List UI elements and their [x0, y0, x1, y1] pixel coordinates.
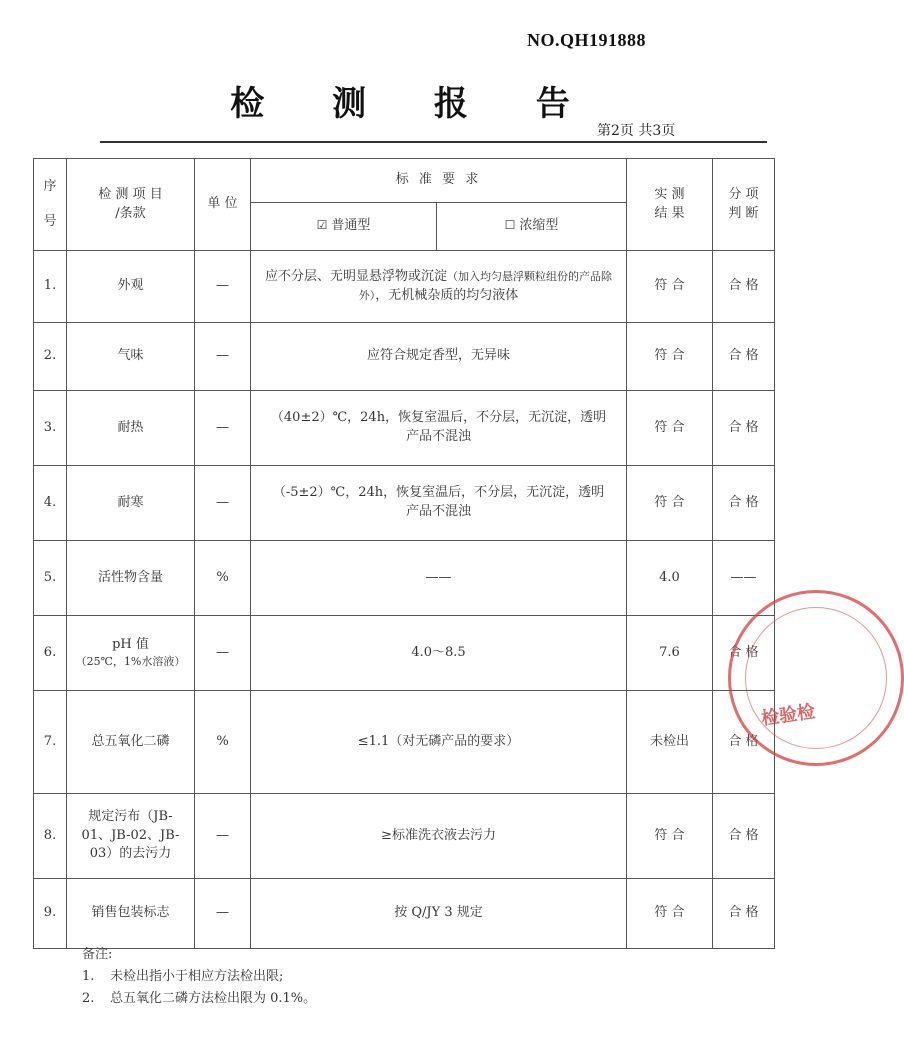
row-result: 符 合: [627, 794, 713, 879]
row-result: 符 合: [627, 251, 713, 323]
page-title: 检 测 报 告: [230, 84, 598, 124]
header-result: 实 测 结 果: [627, 159, 713, 251]
row-judgement: 合 格: [713, 323, 775, 391]
page-info: 第2页 共3页: [597, 123, 676, 139]
row-requirement: 应符合规定香型，无异味: [251, 323, 627, 391]
type-normal: ☑ 普通型: [251, 203, 437, 251]
row-result: 4.0: [627, 541, 713, 616]
row-no: 8.: [34, 794, 67, 879]
table-row: [34, 879, 775, 949]
row-no: 2.: [34, 323, 67, 391]
row-judgement: ——: [713, 541, 775, 616]
unchecked-box-icon: ☐: [504, 218, 516, 233]
row-unit: —: [195, 879, 251, 949]
note-item: 2. 总五氧化二磷方法检出限为 0.1%。: [82, 991, 317, 1006]
row-no: 4.: [34, 466, 67, 541]
table-row: [34, 794, 775, 879]
row-result: 符 合: [627, 323, 713, 391]
row-unit: —: [195, 251, 251, 323]
note-item: 1. 未检出指小于相应方法检出限;: [82, 969, 284, 984]
table-row: [34, 616, 775, 691]
row-judgement: 合 格: [713, 794, 775, 879]
checked-box-icon: ☑: [316, 218, 328, 233]
row-item: 气味: [67, 323, 195, 391]
row-unit: %: [195, 691, 251, 794]
table-row: [34, 251, 775, 323]
header-item: 检 测 项 目 /条款: [67, 159, 195, 251]
row-no: 5.: [34, 541, 67, 616]
row-requirement: 4.0～8.5: [251, 616, 627, 691]
row-requirement: ≤1.1（对无磷产品的要求）: [251, 691, 627, 794]
row-no: 9.: [34, 879, 67, 949]
row-item: pH 值 （25℃，1%水溶液）: [67, 616, 195, 691]
row-unit: —: [195, 466, 251, 541]
row-no: 7.: [34, 691, 67, 794]
table-row: [34, 466, 775, 541]
row-unit: —: [195, 391, 251, 466]
type-concentrated: ☐ 浓缩型: [437, 203, 627, 251]
row-no: 3.: [34, 391, 67, 466]
notes-heading: 备注:: [82, 947, 113, 962]
row-requirement: 应不分层、无明显悬浮物或沉淀（加入均匀悬浮颗粒组份的产品除外），无机械杂质的均匀液体: [251, 251, 627, 323]
report-number: NO.QH191888: [527, 30, 647, 50]
row-requirement: ≥标准洗衣液去污力: [251, 794, 627, 879]
row-requirement: （-5±2）℃，24h，恢复室温后，不分层，无沉淀，透明产品不混浊: [251, 466, 627, 541]
row-judgement: 合 格: [713, 391, 775, 466]
row-no: 1.: [34, 251, 67, 323]
row-result: 符 合: [627, 466, 713, 541]
stamp-text: 检验检: [760, 701, 817, 730]
row-judgement: 合 格: [713, 466, 775, 541]
row-item: 活性物含量: [67, 541, 195, 616]
row-unit: —: [195, 323, 251, 391]
row-no: 6.: [34, 616, 67, 691]
row-item: 耐寒: [67, 466, 195, 541]
row-judgement: 合 格: [713, 879, 775, 949]
header-seq: 序 号: [34, 159, 67, 251]
table-row: [34, 541, 775, 616]
table-row: [34, 323, 775, 391]
row-result: 符 合: [627, 879, 713, 949]
row-requirement: （40±2）℃，24h，恢复室温后，不分层，无沉淀，透明产品不混浊: [251, 391, 627, 466]
row-unit: %: [195, 541, 251, 616]
header-judgement: 分 项 判 断: [713, 159, 775, 251]
row-result: 符 合: [627, 391, 713, 466]
row-result: 未检出: [627, 691, 713, 794]
table-row: [34, 691, 775, 794]
header-standard: 标 准 要 求: [251, 159, 627, 203]
row-result: 7.6: [627, 616, 713, 691]
row-requirement: 按 Q/JY 3 规定: [251, 879, 627, 949]
header-rule: [100, 141, 767, 143]
report-table: [33, 158, 775, 949]
header-row-1: [34, 159, 775, 203]
row-item: 规定污布（JB-01、JB-02、JB-03）的去污力: [67, 794, 195, 879]
row-item: 销售包装标志: [67, 879, 195, 949]
row-unit: —: [195, 616, 251, 691]
row-item: 总五氧化二磷: [67, 691, 195, 794]
row-requirement: ——: [251, 541, 627, 616]
row-unit: —: [195, 794, 251, 879]
notes: [82, 944, 316, 1010]
row-item: 外观: [67, 251, 195, 323]
row-judgement: 合 格: [713, 616, 775, 691]
table-row: [34, 391, 775, 466]
header-unit: 单 位: [195, 159, 251, 251]
row-judgement: 合 格: [713, 251, 775, 323]
row-item: 耐热: [67, 391, 195, 466]
row-judgement: 合 格: [713, 691, 775, 794]
